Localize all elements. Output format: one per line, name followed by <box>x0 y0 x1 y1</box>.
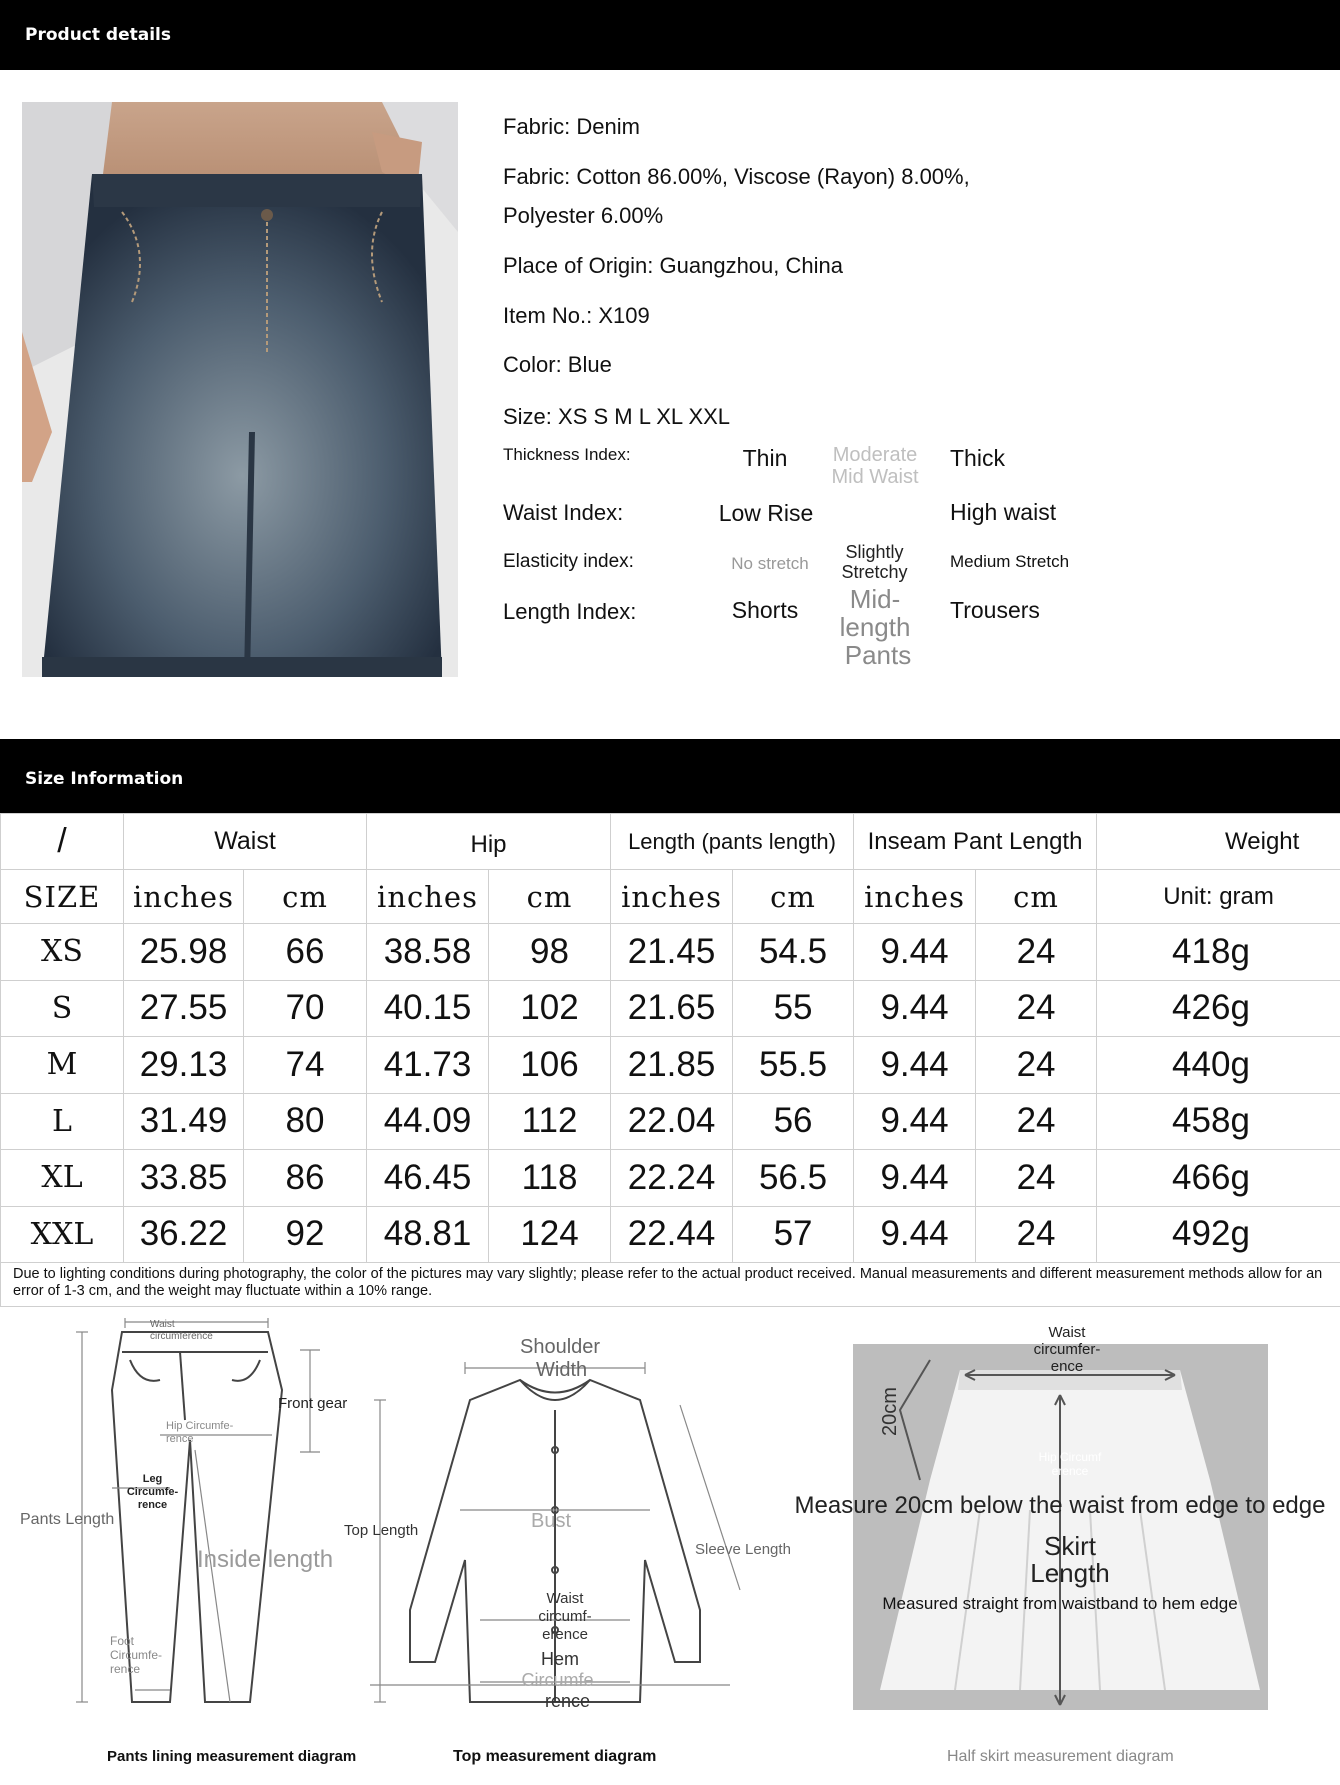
item-number-line: Item No.: X109 <box>503 303 650 328</box>
cell-hip-cm: 106 <box>489 1037 611 1094</box>
thickness-thin: Thin <box>742 445 788 471</box>
skirt-waist-label-1: Waist <box>1048 1324 1086 1341</box>
header-inseam: Inseam Pant Length <box>854 814 1097 870</box>
skirt-diagram-caption: Half skirt measurement diagram <box>947 1748 1174 1765</box>
table-row <box>1 924 1340 981</box>
pants-hip-label-2: rence <box>166 1433 194 1445</box>
foot-label-1: Foot <box>110 1634 135 1648</box>
table-note-row <box>1 1263 1340 1307</box>
cell-inseam-cm: 24 <box>976 980 1097 1037</box>
pants-length-label: Pants Length <box>20 1511 115 1528</box>
cell-hip-cm: 98 <box>489 924 611 981</box>
table-header-row <box>1 814 1340 870</box>
unit-inches: inches <box>611 870 733 924</box>
cell-weight: 466g <box>1097 1150 1340 1207</box>
header-waist: Waist <box>124 814 367 870</box>
top-waist-label-1: Waist <box>546 1590 584 1607</box>
header-weight: Weight <box>1097 814 1340 870</box>
skirt-waist-label-2: circumfer- <box>1033 1341 1101 1358</box>
cell-size: XXL <box>1 1206 124 1263</box>
composition-line-2: Polyester 6.00% <box>503 203 664 228</box>
unit-inches: inches <box>854 870 976 924</box>
cell-inseam-in: 9.44 <box>854 1093 976 1150</box>
elasticity-label: Elasticity index: <box>503 551 634 572</box>
hem-label-2: Circumfe <box>521 1670 594 1690</box>
cell-hip-in: 48.81 <box>367 1206 489 1263</box>
unit-cm: cm <box>733 870 854 924</box>
unit-inches: inches <box>367 870 489 924</box>
top-waist-label-2: circumf- <box>538 1608 592 1625</box>
leg-label-1: Leg <box>142 1473 163 1485</box>
bust-label: Bust <box>531 1510 572 1532</box>
cell-inseam-cm: 24 <box>976 1093 1097 1150</box>
denim-shorts-image <box>22 102 458 677</box>
unit-gram: Unit: gram <box>1097 870 1340 924</box>
header-length: Length (pants length) <box>611 814 854 870</box>
shoulder-label-1: Shoulder <box>520 1336 601 1358</box>
sleeve-length-label: Sleeve Length <box>695 1541 791 1558</box>
thickness-label: Thickness Index: <box>503 445 631 464</box>
table-row <box>1 1150 1340 1207</box>
table-row <box>1 980 1340 1037</box>
cell-len-cm: 57 <box>733 1206 854 1263</box>
fabric-line: Fabric: Denim <box>503 114 640 139</box>
cell-waist-cm: 66 <box>244 924 367 981</box>
cell-waist-in: 25.98 <box>124 924 244 981</box>
cell-len-cm: 55 <box>733 980 854 1037</box>
cell-weight: 492g <box>1097 1206 1340 1263</box>
leg-label-2: Circumfe- <box>126 1486 179 1498</box>
elasticity-stretchy: Stretchy <box>841 562 908 582</box>
unit-size: SIZE <box>1 870 124 924</box>
product-photo <box>22 102 458 677</box>
table-row <box>1 1093 1340 1150</box>
cell-inseam-cm: 24 <box>976 1037 1097 1094</box>
length-shorts: Shorts <box>731 597 799 623</box>
thickness-thick: Thick <box>950 445 1005 471</box>
cell-waist-cm: 70 <box>244 980 367 1037</box>
cell-len-in: 21.45 <box>611 924 733 981</box>
cell-len-cm: 54.5 <box>733 924 854 981</box>
cell-len-in: 21.65 <box>611 980 733 1037</box>
top-waist-label-3: erence <box>542 1626 588 1643</box>
leg-label-3: rence <box>137 1499 168 1511</box>
skirt-length-label-2: Length <box>1030 1558 1110 1588</box>
skirt-diagram <box>780 1310 1340 1785</box>
cell-len-cm: 56 <box>733 1093 854 1150</box>
pants-waist-label-1: Waist <box>150 1319 175 1330</box>
skirt-hip-label-2: erence <box>1051 1464 1089 1478</box>
cell-weight: 458g <box>1097 1093 1340 1150</box>
size-table <box>0 813 1340 1307</box>
origin-line: Place of Origin: Guangzhou, China <box>503 253 843 278</box>
length-mid-1: Mid- <box>849 584 901 614</box>
length-label: Length Index: <box>503 599 637 624</box>
cell-len-cm: 56.5 <box>733 1150 854 1207</box>
cell-inseam-cm: 24 <box>976 1206 1097 1263</box>
cell-inseam-in: 9.44 <box>854 1150 976 1207</box>
product-details-banner <box>0 0 1340 70</box>
cell-len-in: 22.04 <box>611 1093 733 1150</box>
cell-inseam-in: 9.44 <box>854 1037 976 1094</box>
waist-label: Waist Index: <box>503 500 624 525</box>
cell-hip-cm: 112 <box>489 1093 611 1150</box>
unit-inches: inches <box>124 870 244 924</box>
cell-hip-in: 40.15 <box>367 980 489 1037</box>
cell-size: L <box>1 1093 124 1150</box>
pants-diagram-caption: Pants lining measurement diagram <box>107 1748 357 1765</box>
top-diagram <box>340 1310 800 1785</box>
length-mid-2: length <box>839 612 911 642</box>
inside-length-label: Inside length <box>197 1546 334 1573</box>
header-hip: Hip <box>367 814 611 870</box>
top-length-label: Top Length <box>344 1522 419 1539</box>
foot-label-2: Circumfe- <box>110 1648 163 1662</box>
section-title: Size Information <box>25 769 184 789</box>
skirt-waist-label-3: ence <box>1050 1358 1084 1375</box>
cell-size: S <box>1 980 124 1037</box>
hem-label-3: rence <box>544 1691 591 1711</box>
pants-diagram <box>0 1310 360 1785</box>
cell-waist-cm: 92 <box>244 1206 367 1263</box>
hem-label-1: Hem <box>540 1649 579 1669</box>
cell-inseam-cm: 24 <box>976 1150 1097 1207</box>
cell-hip-in: 38.58 <box>367 924 489 981</box>
unit-cm: cm <box>489 870 611 924</box>
cell-weight: 426g <box>1097 980 1340 1037</box>
cell-inseam-in: 9.44 <box>854 980 976 1037</box>
cell-len-in: 22.24 <box>611 1150 733 1207</box>
cell-size: XL <box>1 1150 124 1207</box>
cell-len-in: 22.44 <box>611 1206 733 1263</box>
cell-waist-in: 31.49 <box>124 1093 244 1150</box>
color-line: Color: Blue <box>503 352 612 377</box>
cell-hip-cm: 102 <box>489 980 611 1037</box>
front-gear-label: Front gear <box>278 1395 348 1412</box>
unit-cm: cm <box>244 870 367 924</box>
top-diagram-caption: Top measurement diagram <box>453 1748 657 1765</box>
waist-mid: Mid Waist <box>831 466 919 488</box>
size-line: Size: XS S M L XL XXL <box>503 404 731 429</box>
elasticity-slightly: Slightly <box>845 542 904 562</box>
skirt-20cm-label: 20cm <box>878 1387 901 1436</box>
cell-len-cm: 55.5 <box>733 1037 854 1094</box>
cell-waist-cm: 74 <box>244 1037 367 1094</box>
cell-hip-in: 41.73 <box>367 1037 489 1094</box>
cell-waist-in: 27.55 <box>124 980 244 1037</box>
cell-waist-in: 33.85 <box>124 1150 244 1207</box>
cell-waist-cm: 86 <box>244 1150 367 1207</box>
cell-inseam-in: 9.44 <box>854 924 976 981</box>
cell-weight: 440g <box>1097 1037 1340 1094</box>
measured-straight-label: Measured straight from waistband to hem edge <box>882 1594 1238 1613</box>
pants-waist-label-2: circumference <box>150 1331 213 1342</box>
cell-waist-in: 29.13 <box>124 1037 244 1094</box>
cell-hip-cm: 124 <box>489 1206 611 1263</box>
cell-waist-in: 36.22 <box>124 1206 244 1263</box>
header-slash: / <box>1 814 124 870</box>
cell-size: M <box>1 1037 124 1094</box>
section-title: Product details <box>25 25 171 45</box>
measure-20cm-label: Measure 20cm below the waist from edge to edge <box>794 1492 1326 1519</box>
unit-cm: cm <box>976 870 1097 924</box>
elasticity-no-stretch: No stretch <box>731 554 809 573</box>
table-unit-row <box>1 870 1340 924</box>
cell-inseam-in: 9.44 <box>854 1206 976 1263</box>
elasticity-medium: Medium Stretch <box>950 552 1070 571</box>
cell-hip-in: 44.09 <box>367 1093 489 1150</box>
cell-len-in: 21.85 <box>611 1037 733 1094</box>
skirt-length-label-1: Skirt <box>1044 1531 1096 1561</box>
skirt-hip-label-1: Hip Circumf <box>1038 1450 1102 1464</box>
cell-waist-cm: 80 <box>244 1093 367 1150</box>
cell-size: XS <box>1 924 124 981</box>
cell-hip-cm: 118 <box>489 1150 611 1207</box>
waist-low-rise: Low Rise <box>718 500 814 526</box>
composition-line-1: Fabric: Cotton 86.00%, Viscose (Rayon) 8.00%, <box>503 164 970 189</box>
table-row <box>1 1206 1340 1263</box>
length-trousers: Trousers <box>950 597 1040 623</box>
cell-weight: 418g <box>1097 924 1340 981</box>
waist-high: High waist <box>950 499 1057 525</box>
table-row <box>1 1037 1340 1094</box>
cell-inseam-cm: 24 <box>976 924 1097 981</box>
thickness-moderate: Moderate <box>832 444 918 466</box>
foot-label-3: rence <box>110 1662 141 1676</box>
pants-hip-label-1: Hip Circumfe- <box>166 1420 234 1432</box>
length-mid-3: Pants <box>844 640 912 670</box>
size-information-banner <box>0 739 1340 813</box>
cell-hip-in: 46.45 <box>367 1150 489 1207</box>
shoulder-label-2: Width <box>536 1359 588 1381</box>
measurement-note: Due to lighting conditions during photography, the color of the pictures may vary slightly; please refer to the actual product received. Manual measurements and different measurement methods allow for an error of 1-3 cm, and the weight may fluctuate within a 10% range. <box>1 1263 1340 1307</box>
